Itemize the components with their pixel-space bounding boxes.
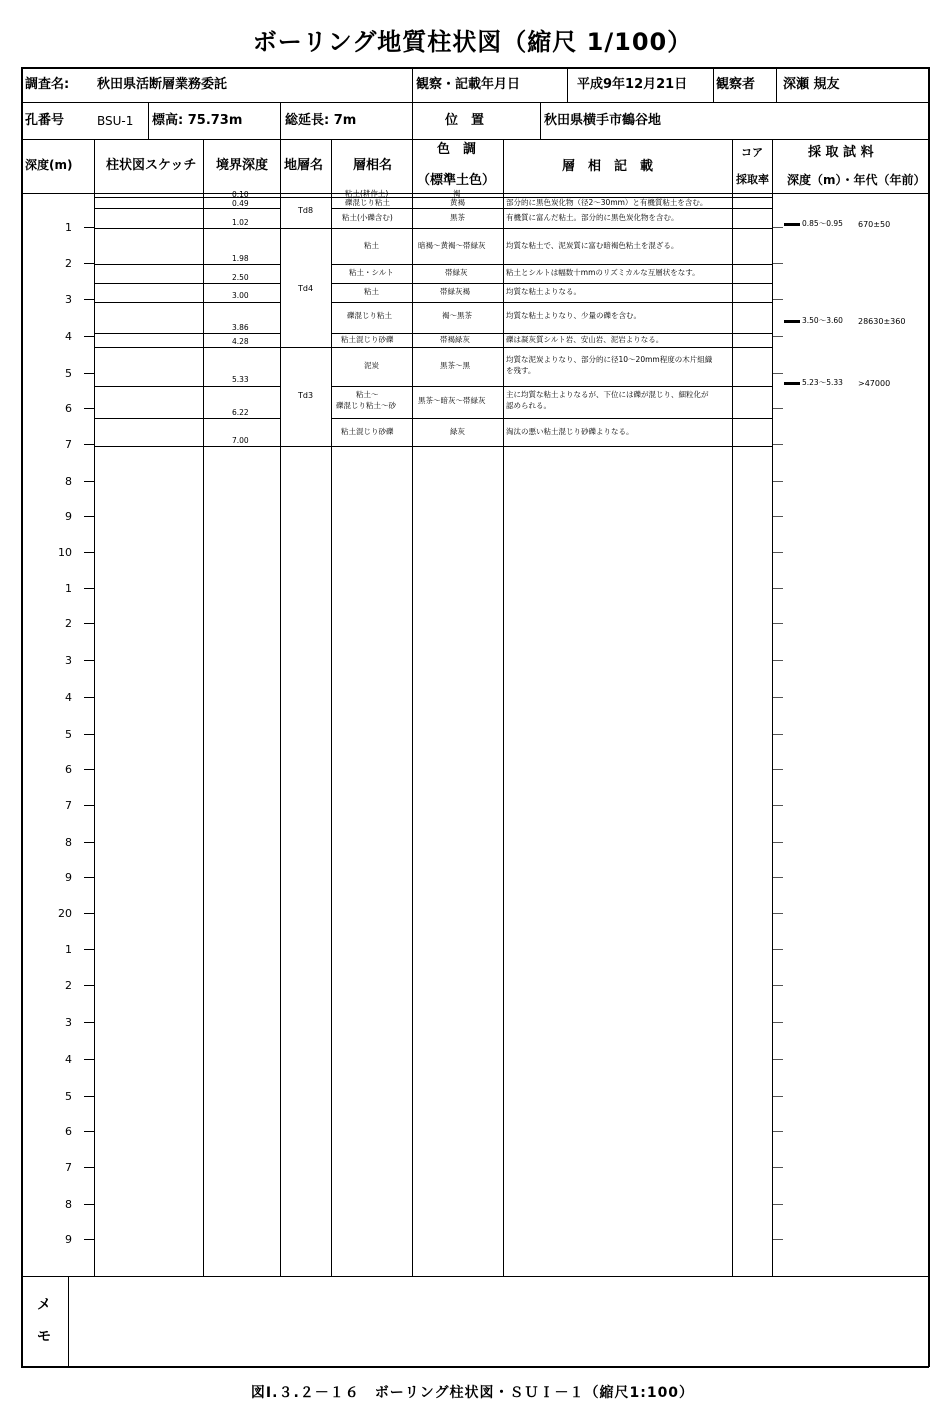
boundary-depth: 3.00 bbox=[232, 291, 249, 300]
sample-age: 28630±360 bbox=[858, 317, 906, 326]
facies-name: 粘土混じり砂礫 bbox=[341, 335, 394, 344]
depth-label: 4 bbox=[65, 1053, 72, 1066]
depth-label: 8 bbox=[65, 1198, 72, 1211]
depth-label: 7 bbox=[65, 438, 72, 451]
depth-label: 7 bbox=[65, 799, 72, 812]
col-depth: 深度(m) bbox=[25, 158, 73, 172]
sample-depth: 5.23〜5.33 bbox=[802, 378, 843, 387]
boundary-depth: 0.49 bbox=[232, 199, 249, 208]
facies-description: 粘土とシルトは幅数十mmのリズミカルな互層状をなす。 bbox=[506, 268, 700, 277]
color-tone: 帯褐緑灰 bbox=[440, 335, 470, 344]
col-color-top: 色 調 bbox=[437, 142, 477, 157]
depth-label: 7 bbox=[65, 1161, 72, 1174]
facies-description: 有機質に富んだ粘土。部分的に黒色炭化物を含む。 bbox=[506, 213, 679, 222]
boundary-depth: 2.50 bbox=[232, 273, 249, 282]
col-facies: 層相名 bbox=[353, 158, 393, 173]
depth-label: 2 bbox=[65, 617, 72, 630]
sample-mark bbox=[784, 320, 800, 323]
facies-name: 粘土・シルト bbox=[349, 268, 394, 277]
boundary-depth: 5.33 bbox=[232, 375, 249, 384]
memo-label-top: メ bbox=[37, 1297, 51, 1313]
facies-name: 泥炭 bbox=[364, 361, 379, 370]
sample-mark bbox=[784, 382, 800, 385]
color-tone: 褐 bbox=[453, 189, 461, 198]
facies-description: 均質な泥炭よりなり、部分的に径10〜20mm程度の木片組織 bbox=[506, 355, 713, 364]
facies-description: 部分的に黒色炭化物（径2〜30mm）と有機質粘土を含む。 bbox=[506, 198, 708, 207]
depth-label: 2 bbox=[65, 979, 72, 992]
col-description: 層 相 記 載 bbox=[562, 159, 654, 174]
sample-depth: 3.50〜3.60 bbox=[802, 316, 843, 325]
survey-value: 秋田県活断層業務委託 bbox=[97, 77, 228, 92]
facies-name: 粘土 bbox=[364, 241, 379, 250]
survey-label: 調査名: bbox=[25, 77, 70, 92]
hole-value: BSU-1 bbox=[97, 114, 134, 128]
color-tone: 黄褐 bbox=[450, 198, 465, 207]
date-label: 観察・記載年月日 bbox=[416, 77, 521, 92]
facies-description: 礫は凝灰質シルト岩、安山岩、泥岩よりなる。 bbox=[506, 335, 664, 344]
sample-depth: 0.85〜0.95 bbox=[802, 219, 843, 228]
facies-name: 礫混じり粘土〜砂 bbox=[336, 401, 396, 410]
facies-name: 礫混じり粘土 bbox=[345, 198, 390, 207]
facies-description: 淘汰の悪い粘土混じり砂礫よりなる。 bbox=[506, 427, 634, 436]
elevation-label: 標高: 75.73m bbox=[152, 113, 243, 128]
page-title: ボーリング地質柱状図（縮尺 1/100） bbox=[252, 28, 693, 56]
depth-label: 2 bbox=[65, 257, 72, 270]
depth-label: 8 bbox=[65, 475, 72, 488]
depth-label: 8 bbox=[65, 836, 72, 849]
boundary-depth: 6.22 bbox=[232, 408, 249, 417]
col-boundary: 境界深度 bbox=[216, 158, 269, 173]
formation-name: Td4 bbox=[298, 284, 314, 293]
depth-label: 20 bbox=[58, 907, 72, 920]
location-value: 秋田県横手市鶴谷地 bbox=[544, 113, 662, 128]
date-value: 平成9年12月21日 bbox=[577, 77, 688, 92]
depth-label: 1 bbox=[65, 582, 72, 595]
depth-label: 1 bbox=[65, 943, 72, 956]
col-core-bottom: 採取率 bbox=[736, 173, 769, 186]
col-sketch: 柱状図スケッチ bbox=[106, 158, 197, 173]
color-tone: 黒茶〜暗灰〜帯緑灰 bbox=[418, 396, 486, 405]
sample-age: >47000 bbox=[858, 379, 891, 388]
depth-label: 9 bbox=[65, 510, 72, 523]
depth-label: 5 bbox=[65, 728, 72, 741]
color-tone: 緑灰 bbox=[450, 427, 465, 436]
observer-value: 深瀬 規友 bbox=[783, 77, 840, 92]
formation-name: Td8 bbox=[298, 206, 314, 215]
depth-label: 3 bbox=[65, 654, 72, 667]
depth-label: 1 bbox=[65, 221, 72, 234]
col-formation: 地層名 bbox=[284, 158, 324, 173]
depth-label: 3 bbox=[65, 1016, 72, 1029]
col-color-bottom: （標準土色） bbox=[417, 173, 496, 188]
boundary-depth: 1.02 bbox=[232, 218, 249, 227]
facies-name: 粘土〜 bbox=[356, 390, 379, 399]
sample-mark bbox=[784, 223, 800, 226]
boundary-depth: 3.86 bbox=[232, 323, 249, 332]
facies-description: 均質な粘土よりなる。 bbox=[506, 287, 581, 296]
observer-label: 観察者 bbox=[716, 77, 756, 92]
memo-label-bottom: モ bbox=[37, 1329, 51, 1345]
color-tone: 黒茶 bbox=[450, 213, 465, 222]
facies-name: 礫混じり粘土 bbox=[347, 311, 392, 320]
facies-description: 均質な粘土で、泥炭質に富む暗褐色粘土を混ざる。 bbox=[506, 241, 679, 250]
depth-label: 4 bbox=[65, 691, 72, 704]
color-tone: 帯緑灰 bbox=[445, 268, 468, 277]
depth-label: 5 bbox=[65, 1090, 72, 1103]
depth-label: 6 bbox=[65, 402, 72, 415]
depth-label: 9 bbox=[65, 1233, 72, 1246]
depth-label: 3 bbox=[65, 293, 72, 306]
facies-name: 粘土(小礫含む) bbox=[342, 213, 393, 222]
col-sample-bottom: 深度（m）・年代（年前） bbox=[787, 173, 926, 187]
color-tone: 帯緑灰褐 bbox=[440, 287, 470, 296]
depth-label: 6 bbox=[65, 763, 72, 776]
color-tone: 褐〜黒茶 bbox=[442, 311, 472, 320]
boundary-depth: 1.98 bbox=[232, 254, 249, 263]
facies-description: 主に均質な粘土よりなるが、下位には礫が混じり、細粒化が bbox=[506, 390, 709, 399]
depth-label: 6 bbox=[65, 1125, 72, 1138]
facies-description: を残す。 bbox=[506, 366, 536, 375]
col-core-top: コア bbox=[741, 146, 763, 159]
facies-name: 粘土 bbox=[364, 287, 379, 296]
hole-label: 孔番号 bbox=[25, 113, 65, 128]
boundary-depth: 4.28 bbox=[232, 337, 249, 346]
figure-caption: 図Ⅰ.３.２－１６ ボーリング柱状図・ＳＵＩ－１（縮尺1:100） bbox=[250, 1385, 695, 1401]
sample-age: 670±50 bbox=[858, 220, 891, 229]
color-tone: 黒茶〜黒 bbox=[440, 361, 470, 370]
location-label: 位 置 bbox=[445, 113, 485, 128]
facies-description: 均質な粘土よりなり、少量の礫を含む。 bbox=[506, 311, 641, 320]
depth-label: 10 bbox=[58, 546, 72, 559]
depth-label: 5 bbox=[65, 367, 72, 380]
depth-label: 4 bbox=[65, 330, 72, 343]
boundary-depth: 0.10 bbox=[232, 190, 249, 199]
col-sample-top: 採 取 試 料 bbox=[808, 145, 874, 160]
facies-name: 粘土(耕作土) bbox=[345, 189, 389, 198]
facies-name: 粘土混じり砂礫 bbox=[341, 427, 394, 436]
depth-label: 9 bbox=[65, 871, 72, 884]
facies-description: 認められる。 bbox=[506, 401, 551, 410]
color-tone: 暗褐〜黄褐〜帯緑灰 bbox=[418, 241, 486, 250]
boundary-depth: 7.00 bbox=[232, 436, 249, 445]
formation-name: Td3 bbox=[298, 391, 314, 400]
total-length-label: 総延長: 7m bbox=[285, 113, 357, 128]
